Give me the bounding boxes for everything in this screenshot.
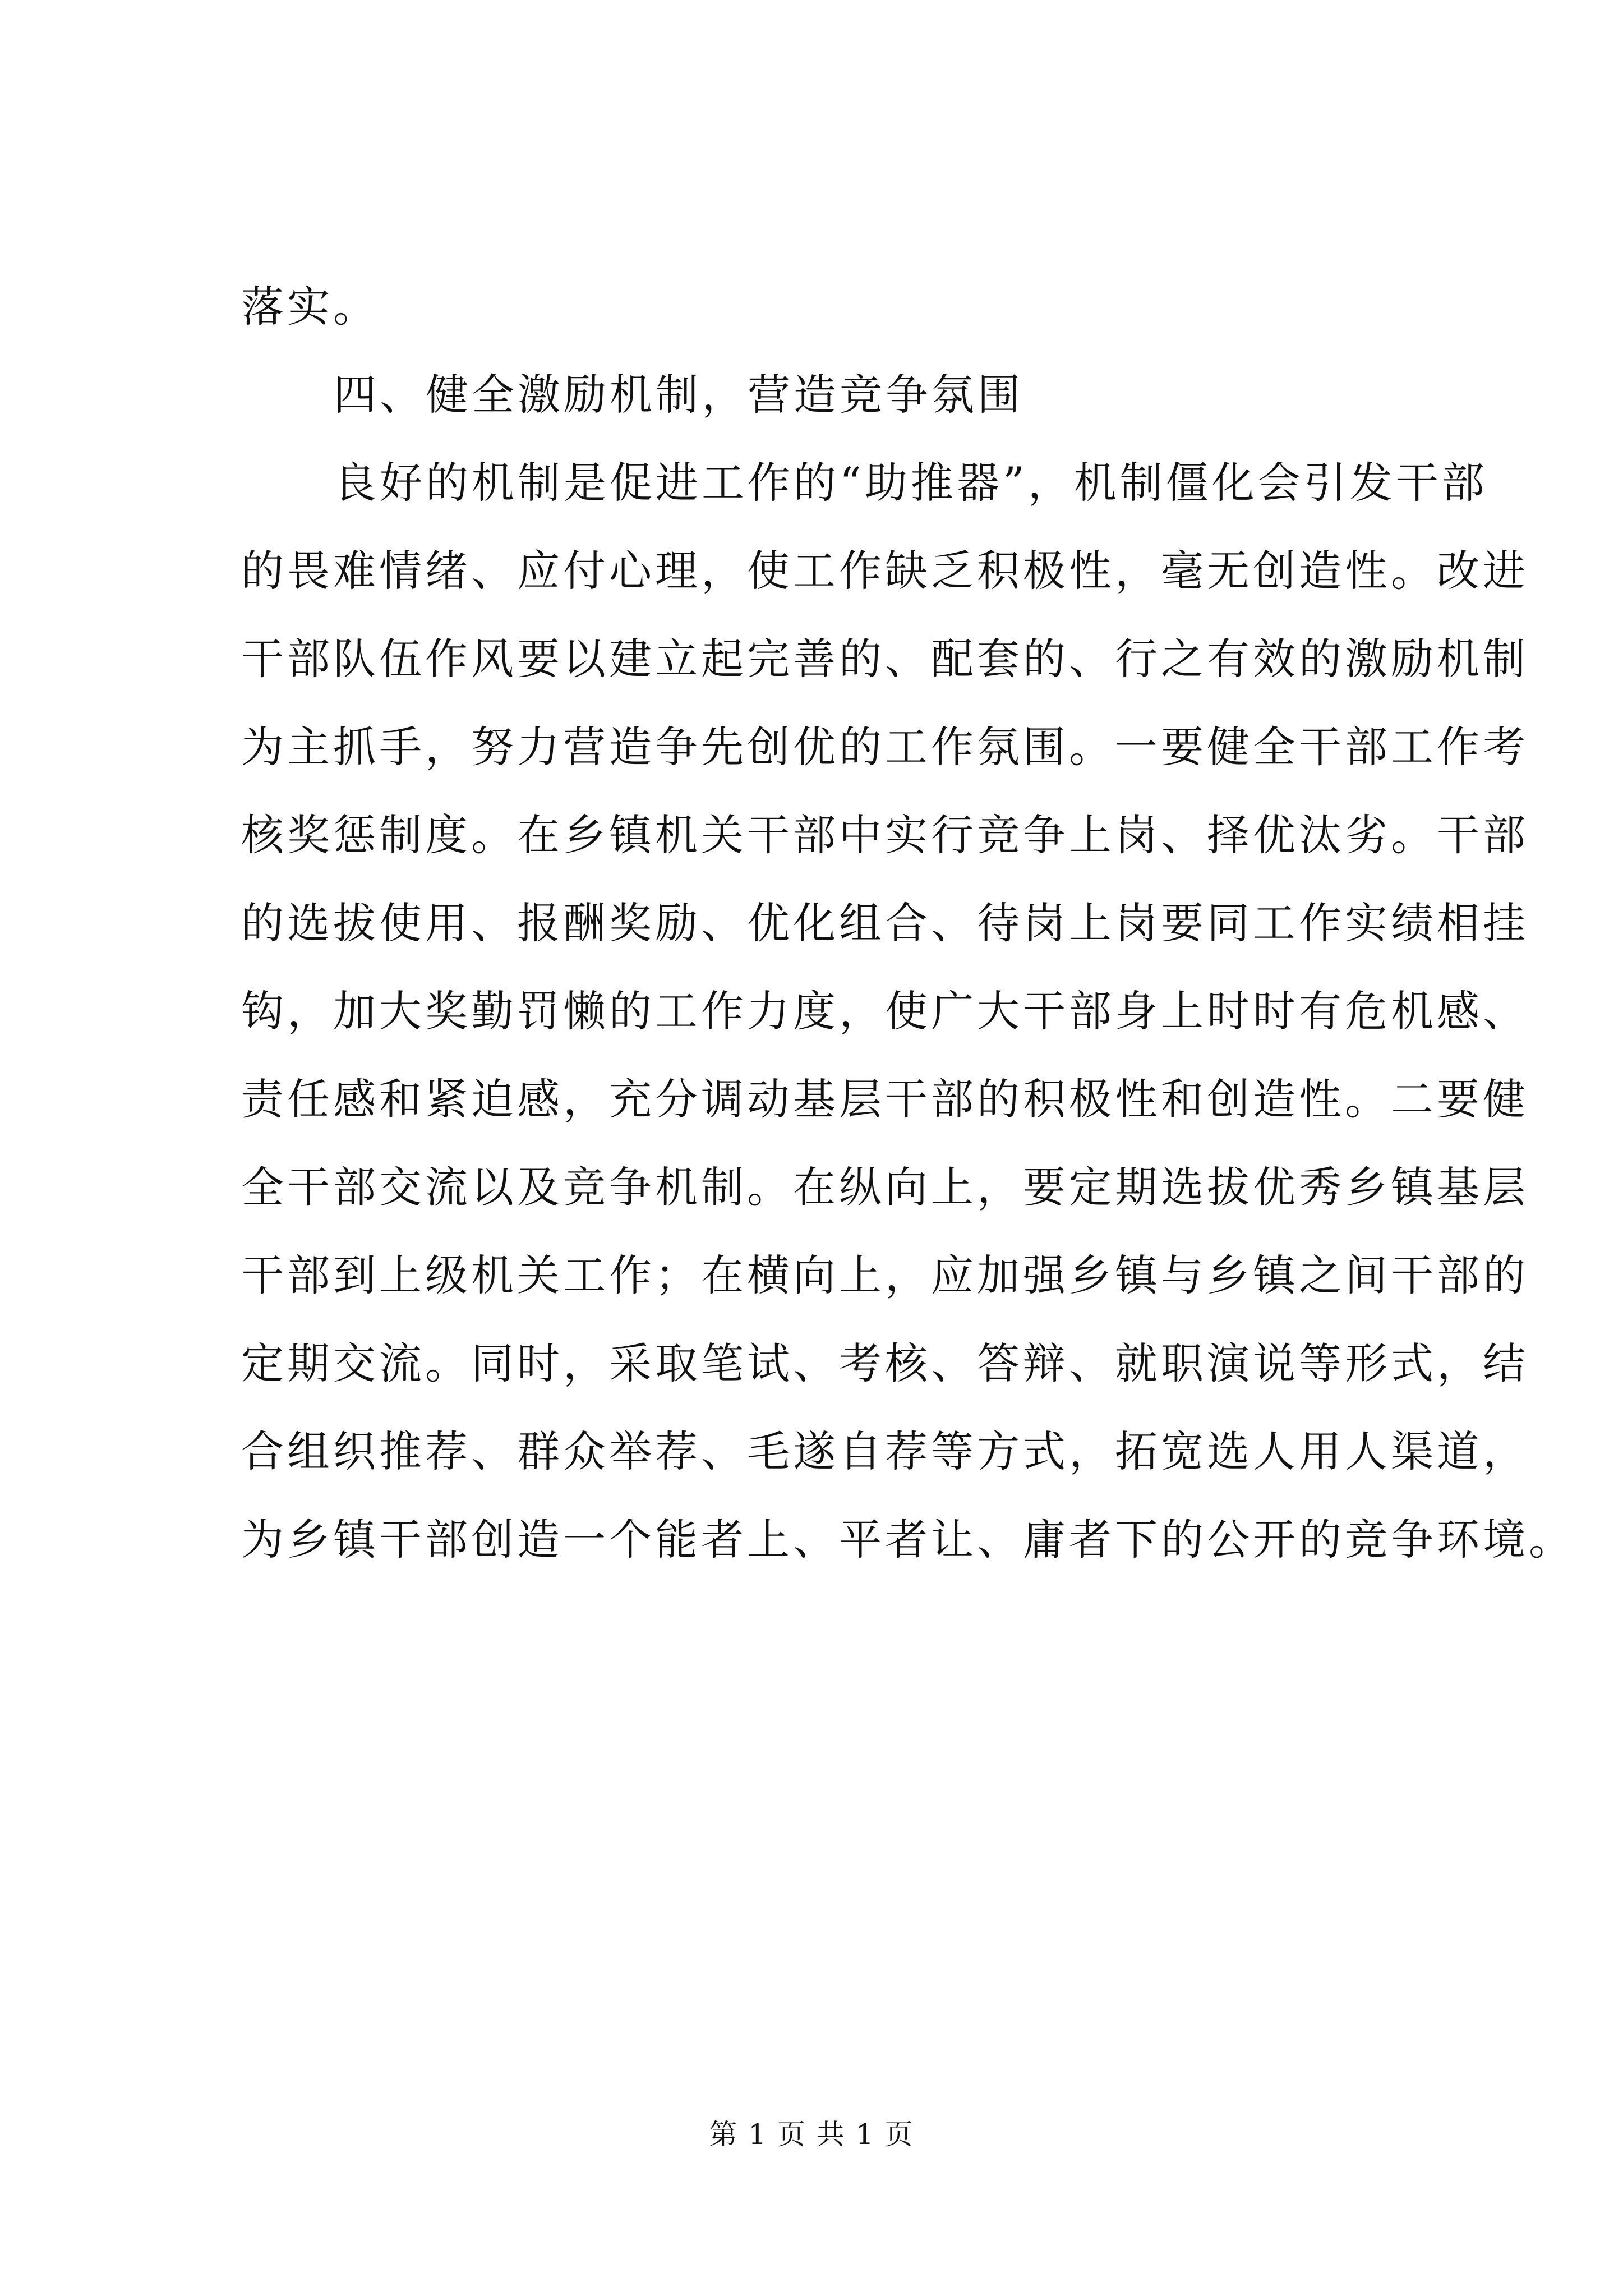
text-line: 为乡镇干部创造一个能者上、平者让、庸者下的公开的竞争环境。 [241, 1515, 1575, 1565]
text-line: 合组织推荐、群众举荐、毛遂自荐等方式，拓宽选人用人渠道， [241, 1427, 1529, 1476]
text-line: 全干部交流以及竞争机制。在纵向上，要定期选拔优秀乡镇基层 [241, 1162, 1529, 1212]
page-number-footer: 第 1 页 共 1 页 [709, 2118, 914, 2151]
text-line: 良好的机制是促进工作的“助推器”，机制僵化会引发干部 [334, 458, 1488, 508]
text-line: 落实。 [241, 282, 379, 332]
text-line: 干部到上级机关工作；在横向上，应加强乡镇与乡镇之间干部的 [241, 1250, 1529, 1300]
text-line: 干部队伍作风要以建立起完善的、配套的、行之有效的激励机制 [241, 634, 1529, 684]
text-line: 钩，加大奖勤罚懒的工作力度，使广大干部身上时时有危机感、 [241, 986, 1529, 1036]
text-line: 定期交流。同时，采取笔试、考核、答辩、就职演说等形式，结 [241, 1338, 1529, 1388]
document-body [241, 263, 1575, 1584]
text-line: 为主抓手，努力营造争先创优的工作氛围。一要健全干部工作考 [241, 722, 1529, 772]
text-line: 核奖惩制度。在乡镇机关干部中实行竞争上岗、择优汰劣。干部 [241, 810, 1529, 860]
section-heading: 四、健全激励机制，营造竞争氛围 [334, 370, 1023, 420]
text-line: 的畏难情绪、应付心理，使工作缺乏积极性，毫无创造性。改进 [241, 546, 1529, 596]
text-line: 责任感和紧迫感，充分调动基层干部的积极性和创造性。二要健 [241, 1074, 1529, 1124]
text-line: 的选拔使用、报酬奖励、优化组合、待岗上岗要同工作实绩相挂 [241, 898, 1529, 948]
